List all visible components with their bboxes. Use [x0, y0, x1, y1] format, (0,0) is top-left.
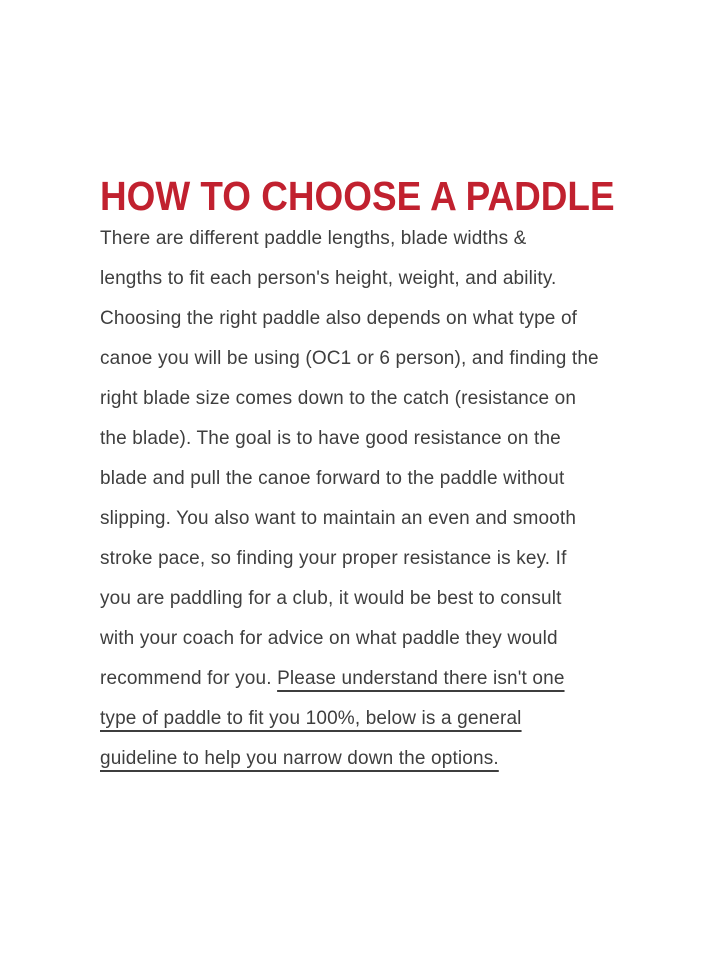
- underlined-text: type of paddle to fit you 100%, below is a general: [100, 708, 522, 729]
- underlined-text: guideline to help you narrow down the options.: [100, 748, 499, 769]
- body-text: lengths to fit each person's height, weight, and ability.: [100, 268, 557, 289]
- paragraph-line: [100, 259, 680, 299]
- body-text: stroke pace, so finding your proper resistance is key. If: [100, 548, 567, 569]
- paragraph-line: [100, 579, 680, 619]
- body-text: canoe you will be using (OC1 or 6 person), and finding the: [100, 348, 599, 369]
- body-text: There are different paddle lengths, blade widths &: [100, 228, 527, 249]
- paragraph-line: [100, 219, 680, 259]
- body-text: slipping. You also want to maintain an even and smooth: [100, 508, 577, 529]
- paragraph-line: [100, 739, 680, 779]
- body-text: blade and pull the canoe forward to the paddle without: [100, 468, 565, 489]
- paragraph-line: [100, 499, 680, 539]
- paragraph-line: [100, 459, 680, 499]
- body-text: recommend for you.: [100, 668, 278, 689]
- page-title: HOW TO CHOOSE A PADDLE: [100, 173, 615, 219]
- body-text: right blade size comes down to the catch (resistance on: [100, 388, 577, 409]
- paragraph-line: [100, 539, 680, 579]
- paragraph-line: [100, 379, 680, 419]
- paragraph-line: [100, 659, 680, 699]
- paragraph-line: [100, 419, 680, 459]
- paragraph-line: [100, 339, 680, 379]
- underlined-text: Please understand there isn't one: [277, 668, 565, 689]
- body-text: Choosing the right paddle also depends on what type of: [100, 308, 578, 329]
- body-text: with your coach for advice on what paddle they would: [100, 628, 558, 649]
- paragraph-line: [100, 619, 680, 659]
- paragraph-line: [100, 299, 680, 339]
- body-text: you are paddling for a club, it would be best to consult: [100, 588, 562, 609]
- body-text: the blade). The goal is to have good resistance on the: [100, 428, 561, 449]
- paragraph-line: [100, 699, 680, 739]
- paragraph: [100, 219, 680, 779]
